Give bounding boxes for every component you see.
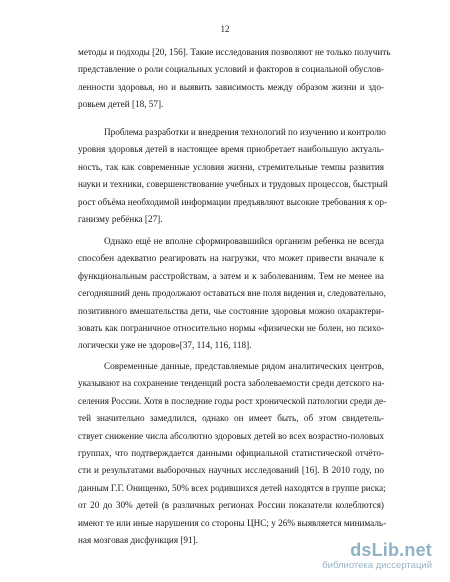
text-line: ность, так как современные условия жизни, стремительные темпы развития (78, 161, 384, 172)
watermark-logo: dsLib.net (350, 540, 432, 560)
text-line: селения России. Хотя в последние годы рост хронической патологии среди де- (78, 395, 387, 406)
text-line: методы и подходы [20, 156]. Такие исследования позволяют не только получить (78, 47, 391, 57)
text-line: позитивного вмешательства дети, чье состояние здоровья можно охарактери- (78, 305, 384, 316)
text-line: ленности здоровья, но и выявить зависимость между образом жизни и здо- (78, 81, 384, 92)
paragraph-2 (78, 124, 388, 228)
watermark-subtitle: библиотека диссертаций (322, 560, 432, 571)
text-line: Однако ещё не вполне сформировавшийся организм ребенка не всегда (104, 236, 384, 246)
text-line: данным Г.Г. Онищенко, 50% всех родившихся детей находятся в группе риска; (78, 482, 386, 493)
text-line: уровня здоровья детей в настоящее время приобретает наибольшую актуаль- (78, 144, 384, 155)
paragraph-1 (78, 44, 391, 114)
text-line: рост объёма необходимой информации предъявляют высокие требования к ор- (78, 196, 388, 207)
text-line: ганизму ребёнка [27]. (78, 214, 163, 225)
watermark (304, 540, 432, 574)
text-line: от 20 до 30% детей (в различных регионах России показатели колеблются) (78, 500, 384, 511)
text-line: указывают на сохранение тенденций роста заболеваемости среди детского на- (78, 378, 385, 389)
text-line: функциональным расстройствам, а затем и к заболеваниям. Тем не менее на (78, 270, 384, 281)
text-line: логически уже не здоров»[37, 114, 116, 118]. (78, 340, 252, 351)
text-line: сегодняшний день продолжают оставаться вне поля видения и, следовательно, (78, 288, 386, 299)
paragraph-4 (78, 358, 387, 549)
text-line: имеют те или иные нарушения со стороны ЦНС; у 26% выявляется минималь- (78, 517, 387, 528)
text-line: ная мозговая дисфункция [91]. (78, 535, 198, 546)
text-line: зовать как пограничное относительно нормы «физически не болен, но психо- (78, 323, 384, 334)
text-line: науки и техники, совершенствование учебных и трудовых процессов, быстрый (78, 179, 388, 190)
page-number: 12 (220, 24, 230, 34)
text-line: тей значительно замедлился, однако он имеет быть, об этом свидетель- (78, 413, 384, 424)
text-line: ствует снижение числа абсолютно здоровых детей во всех возрастно-половых (78, 430, 384, 441)
text-line: Проблема разработки и внедрения технологий по изучению и контролю (104, 127, 386, 137)
paragraph-3 (78, 233, 384, 355)
text-line: способен адекватно реагировать на нагрузки, что может привести вначале к (78, 253, 384, 264)
text-line: представление о роли социальных условий и факторов в социальной обуслов- (78, 64, 384, 75)
text-line: Современные данные, представляемые рядом аналитических центров, (104, 361, 384, 371)
text-line: ровьем детей [18, 57]. (78, 99, 164, 110)
text-line: группах, что подтверждается данными официальной статистической отчёто- (78, 448, 384, 459)
text-line: сти и результатами выборочных научных исследований [16]. В 2010 году, по (78, 465, 384, 476)
